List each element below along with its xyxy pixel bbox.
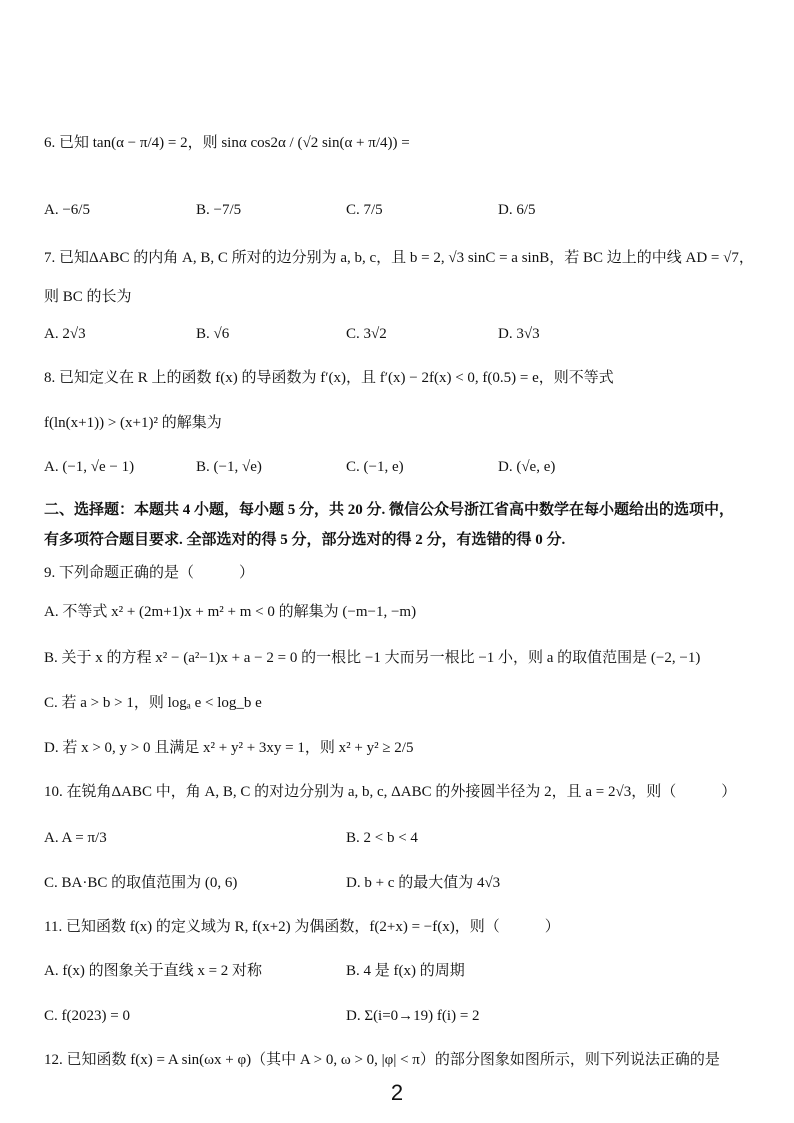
q9-option-c: C. 若 a > b > 1，则 logₐ e < log_b e [44,695,262,711]
q8-option-c: C. (−1, e) [346,459,404,475]
q8-stem: 8. 已知定义在 R 上的函数 f(x) 的导函数为 f′(x)，且 f′(x) − 2f(x) < 0, f(0.5) = e，则不等式 [44,370,614,386]
q8-stem-2: f(ln(x+1)) > (x+1)² 的解集为 [44,415,222,431]
q10-option-c: C. BA·BC 的取值范围为 (0, 6) [44,875,238,891]
q7-option-d: D. 3√3 [498,326,540,342]
q10-option-b: B. 2 < b < 4 [346,830,418,846]
q9-option-b: B. 关于 x 的方程 x² − (a²−1)x + a − 2 = 0 的一根比 −1 大而另一根比 −1 小，则 a 的取值范围是 (−2, −1) [44,650,701,666]
q6-option-a: A. −6/5 [44,202,90,218]
q11-option-a: A. f(x) 的图象关于直线 x = 2 对称 [44,963,263,979]
q6-stem: 6. 已知 tan(α − π/4) = 2，则 sinα cos2α / (√2 sin(α + π/4)) = [44,135,410,151]
q10-option-d: D. b + c 的最大值为 4√3 [346,875,501,891]
page-number: 2 [390,1080,404,1105]
q9-stem: 9. 下列命题正确的是（ ） [44,565,255,581]
q12-stem: 12. 已知函数 f(x) = A sin(ωx + φ)（其中 A > 0, ω > 0, |φ| < π）的部分图象如图所示，则下列说法正确的是 [44,1052,720,1068]
q7-option-b: B. √6 [196,326,230,342]
q7-option-a: A. 2√3 [44,326,86,342]
q6-option-b: B. −7/5 [196,202,242,218]
q11-option-c: C. f(2023) = 0 [44,1008,130,1024]
q10-stem: 10. 在锐角ΔABC 中，角 A, B, C 的对边分别为 a, b, c, ΔABC 的外接圆半径为 2，且 a = 2√3，则（ ） [44,784,737,800]
q11-stem: 11. 已知函数 f(x) 的定义域为 R, f(x+2) 为偶函数，f(2+x) = −f(x)，则（ ） [44,919,560,935]
section-2-heading-2: 有多项符合题目要求. 全部选对的得 5 分，部分选对的得 2 分，有选错的得 0 分. [44,532,566,548]
q11-option-d: D. Σ(i=0→19) f(i) = 2 [346,1008,480,1024]
q6-option-d: D. 6/5 [498,202,536,218]
q7-stem: 7. 已知ΔABC 的内角 A, B, C 所对的边分别为 a, b, c，且 b = 2, √3 sinC = a sinB，若 BC 边上的中线 AD = √7， [44,250,754,266]
q11-option-b: B. 4 是 f(x) 的周期 [346,963,465,979]
q6-option-c: C. 7/5 [346,202,383,218]
q7-stem-2: 则 BC 的长为 [44,289,132,305]
q9-option-d: D. 若 x > 0, y > 0 且满足 x² + y² + 3xy = 1，则 x² + y² ≥ 2/5 [44,740,414,756]
q9-option-a: A. 不等式 x² + (2m+1)x + m² + m < 0 的解集为 (−m−1, −m) [44,604,417,620]
q8-option-d: D. (√e, e) [498,459,556,475]
q8-option-b: B. (−1, √e) [196,459,262,475]
q10-option-a: A. A = π/3 [44,830,107,846]
q7-option-c: C. 3√2 [346,326,387,342]
section-2-heading: 二、选择题：本题共 4 小题，每小题 5 分，共 20 分. 微信公众号浙江省高中数学在每小题给出的选项中， [44,502,735,518]
q8-option-a: A. (−1, √e − 1) [44,459,135,475]
